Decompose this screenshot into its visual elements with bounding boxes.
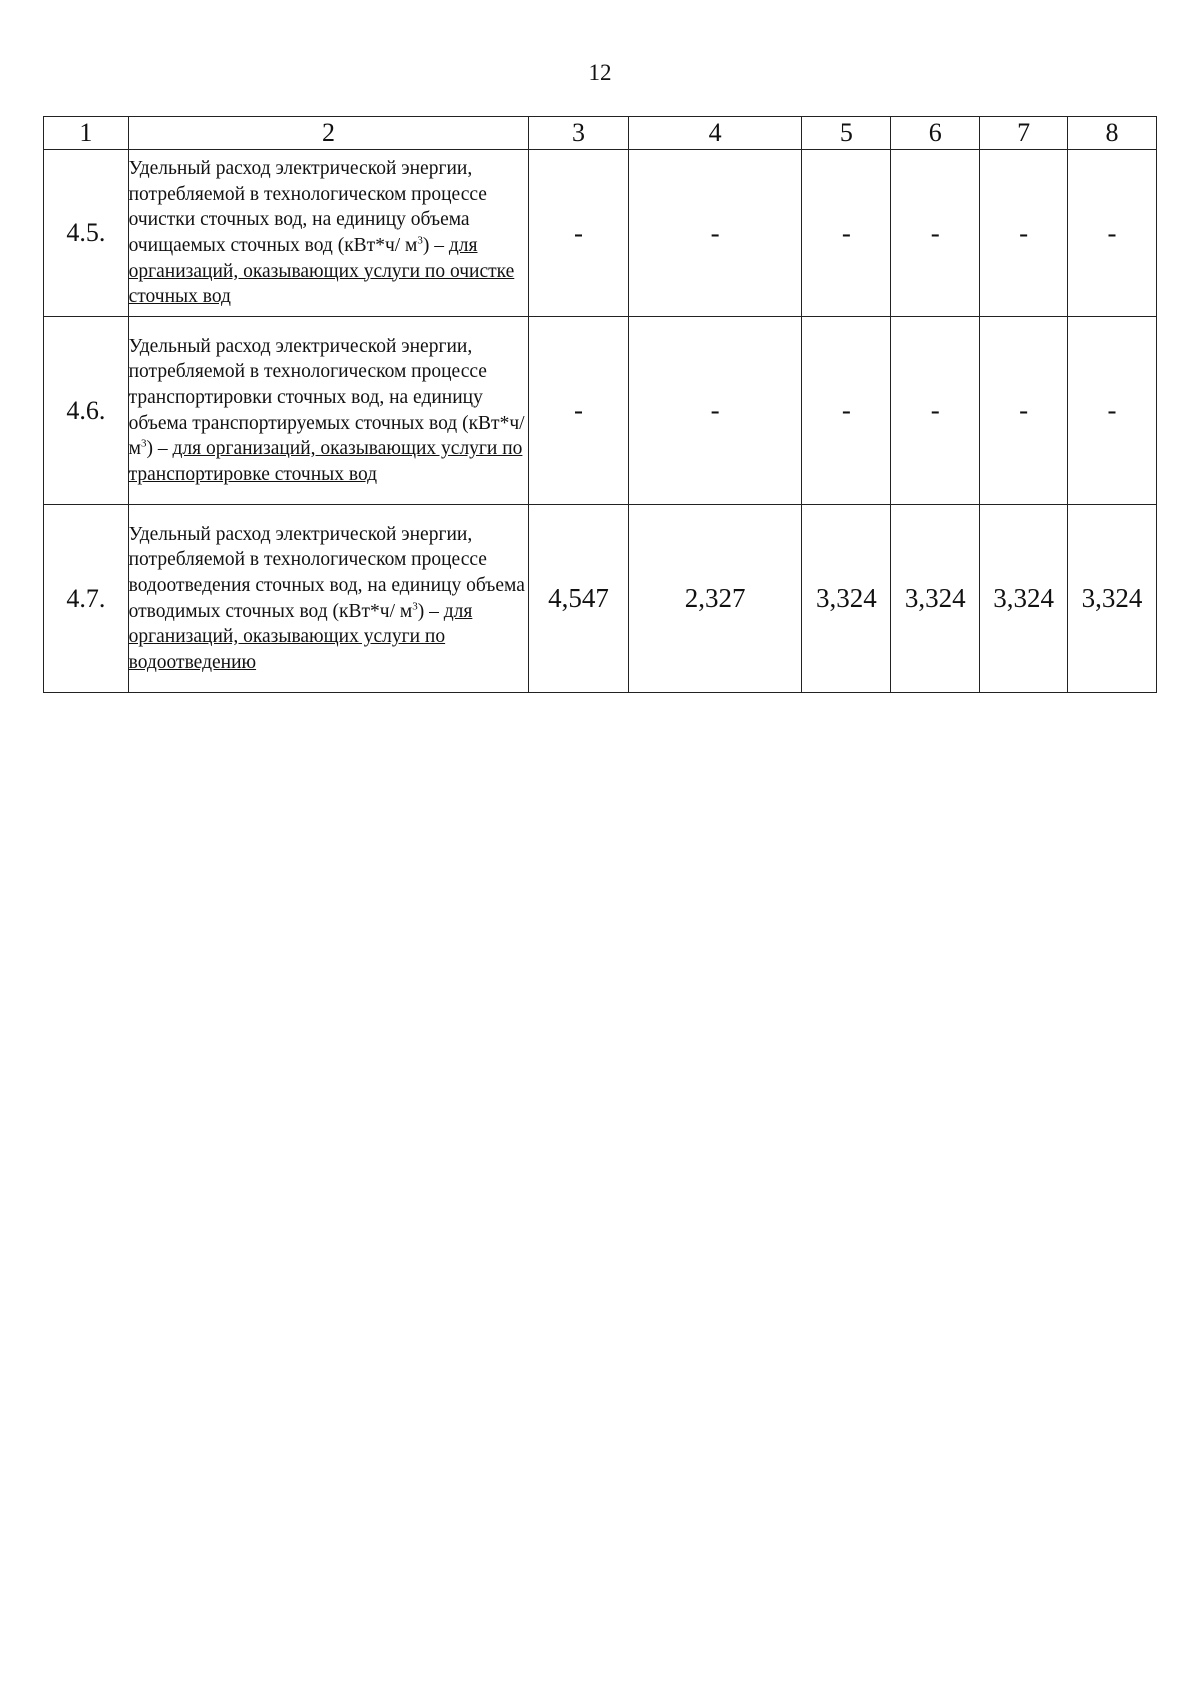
value-cell: - (529, 317, 629, 505)
header-cell-1: 1 (44, 117, 129, 150)
superscript: 3 (412, 600, 418, 612)
superscript: 3 (417, 234, 423, 247)
row-number: 4.6. (44, 317, 129, 505)
header-row (44, 117, 1157, 150)
description-close: ) – (422, 235, 449, 256)
value-cell: 3,324 (802, 505, 891, 693)
row-description (128, 150, 529, 317)
value-cell: - (802, 150, 891, 317)
description-underlined: для организаций, оказывающих услуги по водоотведению (128, 600, 473, 673)
value-cell: 2,327 (628, 505, 802, 693)
description-underlined: для организаций, оказывающих услуги по очистке сточных вод (128, 235, 515, 308)
description-text: Удельный расход электрической энергии, потребляемой в технологическом процессе очистки сточных вод, на единицу объема очищаемых сточных вод (кВт*ч/ м (128, 158, 487, 256)
table-row (44, 505, 1157, 693)
row-description (128, 505, 529, 693)
superscript: 3 (140, 437, 147, 450)
description-text: Удельный расход электрической энергии, потребляемой в технологическом процессе водоотведения сточных вод, на единицу объема отводимых сточных вод (кВт*ч/ м (128, 523, 525, 622)
value-cell: - (980, 317, 1068, 505)
data-table (43, 116, 1157, 693)
header-cell-4: 4 (628, 117, 802, 150)
value-cell: 3,324 (1068, 505, 1157, 693)
value-cell: - (628, 317, 802, 505)
row-description (128, 317, 529, 505)
table-row (44, 150, 1157, 317)
header-cell-6: 6 (891, 117, 980, 150)
value-cell: - (980, 150, 1068, 317)
value-cell: 3,324 (891, 505, 980, 693)
header-cell-2: 2 (128, 117, 529, 150)
header-cell-3: 3 (529, 117, 629, 150)
value-cell: - (529, 150, 629, 317)
value-cell: - (891, 150, 980, 317)
row-number: 4.7. (44, 505, 129, 693)
description-text: Удельный расход электрической энергии, потребляемой в технологическом процессе транспортировки сточных вод, на единицу объема транспортируемых сточных вод (кВт*ч/ м (128, 335, 525, 460)
header-cell-8: 8 (1068, 117, 1157, 150)
value-cell: 4,547 (529, 505, 629, 693)
table-row (44, 317, 1157, 505)
description-close: ) – (146, 438, 173, 460)
page-number: 12 (588, 60, 612, 85)
value-cell: - (1068, 150, 1157, 317)
value-cell: - (891, 317, 980, 505)
description-underlined: для организаций, оказывающих услуги по транспортировке сточных вод (128, 438, 523, 485)
description-close: ) – (417, 600, 444, 622)
header-cell-7: 7 (980, 117, 1068, 150)
value-cell: - (802, 317, 891, 505)
header-cell-5: 5 (802, 117, 891, 150)
row-number: 4.5. (44, 150, 129, 317)
value-cell: 3,324 (980, 505, 1068, 693)
value-cell: - (1068, 317, 1157, 505)
value-cell: - (628, 150, 802, 317)
